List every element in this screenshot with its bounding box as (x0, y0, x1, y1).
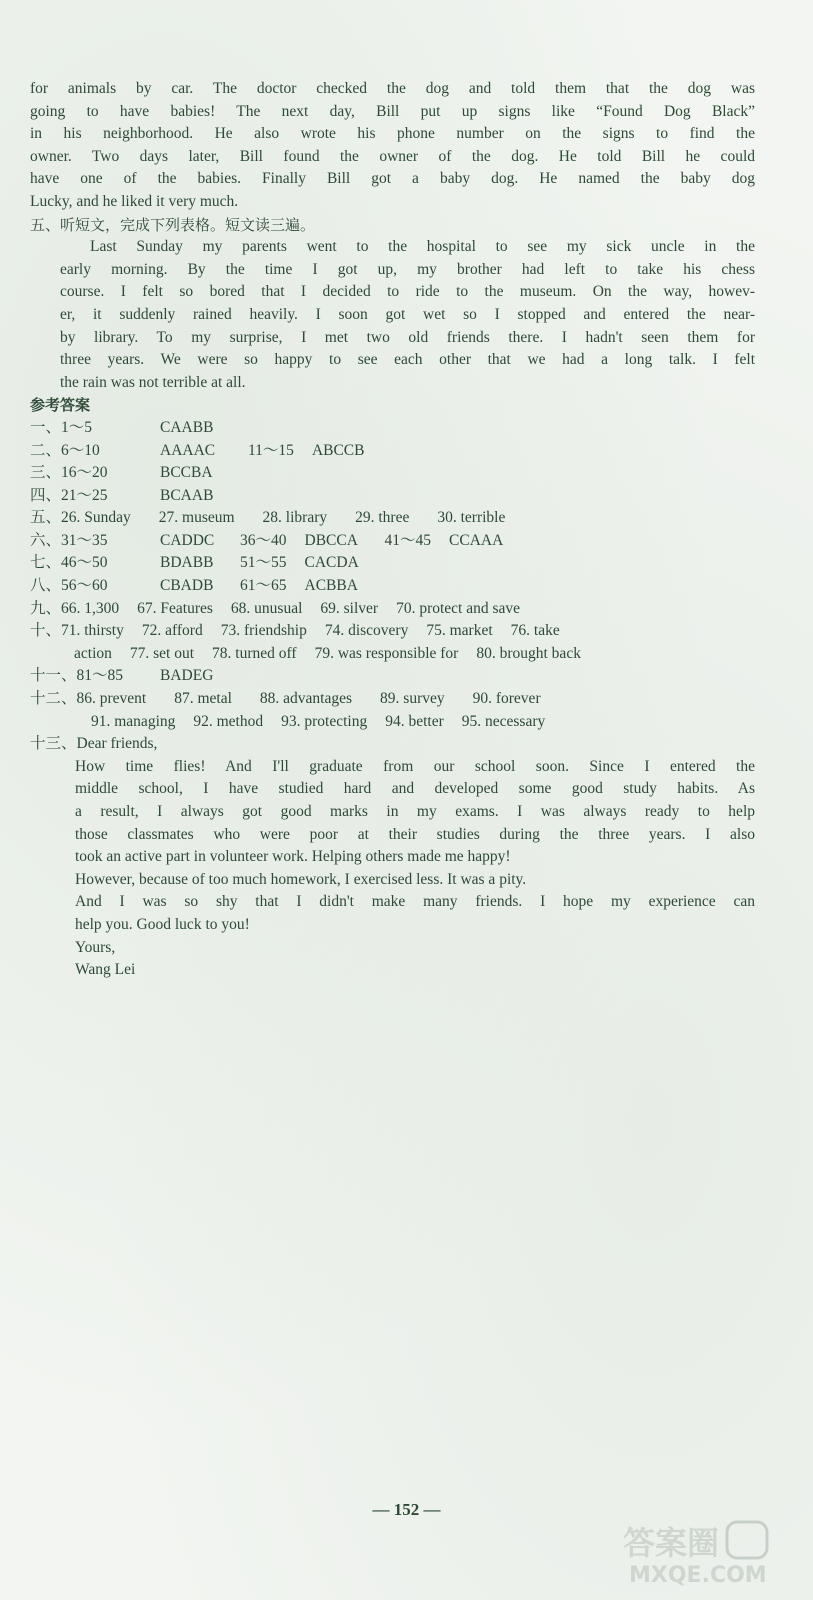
essay-line: those classmates who were poor at their studies during the three years. I also (75, 825, 755, 843)
answer-item: 67. Features (137, 599, 213, 617)
answer-row-9 (30, 598, 755, 621)
essay-salutation: 十三、Dear friends, (30, 735, 158, 753)
watermark-logo-icon (619, 1518, 799, 1588)
answer-item: 29. three (355, 509, 410, 527)
answer-row-11 (30, 665, 755, 688)
answer-item: 75. market (426, 622, 493, 640)
answer-row-8 (30, 575, 755, 598)
answer-item: 78. turned off (212, 644, 297, 662)
answer-row-4 (30, 485, 755, 508)
answer-label: 八、56～60 (30, 577, 108, 595)
answer-label: 一、1～5 (30, 418, 93, 436)
answer-label: 11～15 (248, 441, 294, 459)
answers-heading: 参考答案 (30, 396, 91, 415)
essay-line: help you. Good luck to you! (75, 915, 250, 933)
answer-row-5 (30, 507, 755, 530)
answer-key (30, 417, 755, 982)
answer-item: 五、26. Sunday (30, 509, 131, 527)
answer-row-10 (30, 620, 755, 643)
answer-row-3 (30, 462, 755, 485)
essay-line: a result, I always got good marks in my exams. I was always ready to help (75, 803, 755, 820)
answer-label: 61～65 (240, 577, 287, 595)
essay-signature: Wang Lei (75, 961, 136, 979)
essay-line: How time flies! And I'll graduate from our school soon. Since I entered the (75, 757, 755, 775)
answer-value: CCAAA (449, 531, 504, 549)
essay-line: took an active part in volunteer work. Helping others made me happy! (75, 848, 511, 866)
document-body (30, 78, 755, 982)
answer-value: ABCCB (311, 441, 365, 459)
answer-value: ACBBA (304, 577, 358, 595)
answer-item: 74. discovery (324, 622, 409, 640)
answer-row-2 (30, 440, 755, 463)
answer-row-1 (30, 417, 755, 440)
answer-item: 77. set out (129, 644, 195, 662)
answer-item: 30. terrible (437, 509, 506, 527)
page-number: — 152 — (372, 1500, 441, 1519)
passage-2-line: course. I felt so bored that I decided to ride to the museum. On the way, howev- (60, 283, 755, 301)
answer-row-12-continued (30, 711, 755, 734)
answer-item: 十二、86. prevent (30, 690, 147, 708)
answer-item: 80. brought back (476, 644, 581, 662)
answer-row-10-continued (30, 643, 755, 666)
section-5-title: 五、听短文，完成下列表格。短文读三遍。 (30, 215, 316, 234)
passage-2 (30, 236, 755, 394)
passage-1-line: in his neighborhood. He also wrote his phone number on the signs to find the (30, 125, 755, 143)
answer-item: 九、66. 1,300 (30, 599, 120, 617)
answer-row-6 (30, 530, 755, 553)
passage-1-line: have one of the babies. Finally Bill got a baby dog. He named the baby dog (30, 170, 755, 188)
answer-item: 88. advantages (259, 690, 353, 708)
answer-item: 91. managing (91, 712, 176, 730)
passage-1-line: Lucky, and he liked it very much. (30, 192, 239, 210)
answer-value: CACDA (304, 554, 359, 572)
answer-value: DBCCA (304, 531, 358, 549)
answer-item: 76. take (510, 622, 560, 640)
passage-2-line: Last Sunday my parents went to the hospital to see my sick uncle in the (90, 238, 755, 256)
answer-label: 三、16～20 (30, 464, 108, 482)
answer-item: 68. unusual (230, 599, 303, 617)
answer-value: CBADB (160, 577, 214, 595)
answer-item: 十、71. thirsty (30, 622, 124, 640)
passage-1 (30, 78, 755, 214)
answer-item: 72. afford (141, 622, 203, 640)
answer-item: 79. was responsible for (314, 644, 459, 662)
answer-value: BCAAB (160, 486, 214, 504)
watermark-text: 答案圈 MXQE.COM (623, 1524, 767, 1588)
answer-label: 四、21～25 (30, 486, 108, 504)
answer-item: 27. museum (158, 509, 235, 527)
answer-label: 51～55 (240, 554, 287, 572)
answer-value: AAAAC (160, 441, 216, 459)
answer-label: 36～40 (240, 531, 287, 549)
passage-2-line: by library. To my surprise, I met two old friends there. I hadn't seen them for (60, 328, 755, 346)
answer-value: BCCBA (160, 464, 213, 482)
answer-value: CADDC (160, 531, 215, 549)
passage-2-line: the rain was not terrible at all. (60, 373, 246, 391)
answer-item: 89. survey (380, 690, 445, 708)
answer-item: 95. necessary (461, 712, 546, 730)
answer-value: CAABB (160, 418, 214, 436)
passage-1-line: for animals by car. The doctor checked the dog and told them that the dog was (30, 80, 755, 97)
answer-label: 二、6～10 (30, 441, 100, 459)
answer-label: 十一、81～85 (30, 667, 124, 685)
passage-2-line: er, it suddenly rained heavily. I soon got wet so I stopped and entered the near- (60, 305, 755, 323)
answer-item: 73. friendship (220, 622, 307, 640)
answer-item: 70. protect and save (396, 599, 521, 617)
answer-item: 28. library (262, 509, 328, 527)
answer-value: BADEG (160, 667, 214, 685)
answer-item: 94. better (385, 712, 444, 730)
essay-body (75, 756, 755, 982)
answer-row-7 (30, 552, 755, 575)
passage-1-line: owner. Two days later, Bill found the owner of the dog. He told Bill he could (30, 147, 755, 165)
essay-line: middle school, I have studied hard and developed some good study habits. As (75, 780, 755, 798)
answer-item: 87. metal (174, 690, 232, 708)
answer-value: BDABB (160, 554, 214, 572)
passage-1-line: going to have babies! The next day, Bill put up signs like “Found Dog Black” (30, 102, 755, 120)
answer-item: action (74, 644, 112, 662)
essay-line: However, because of too much homework, I exercised less. It was a pity. (75, 870, 527, 888)
answer-item: 92. method (193, 712, 264, 730)
answer-label: 41～45 (384, 531, 432, 549)
answer-row-12 (30, 688, 755, 711)
answer-item: 93. protecting (281, 712, 368, 730)
answer-label: 六、31～35 (30, 531, 108, 549)
essay-closing: Yours, (75, 938, 116, 956)
answer-label: 七、46～50 (30, 554, 108, 572)
passage-2-line: three years. We were so happy to see each other that we had a long talk. I felt (60, 351, 755, 369)
answer-item: 90. forever (472, 690, 541, 708)
answer-item: 69. silver (320, 599, 379, 617)
passage-2-line: early morning. By the time I got up, my brother had left to take his chess (60, 260, 755, 278)
essay-line: And I was so shy that I didn't make many friends. I hope my experience can (75, 893, 755, 911)
